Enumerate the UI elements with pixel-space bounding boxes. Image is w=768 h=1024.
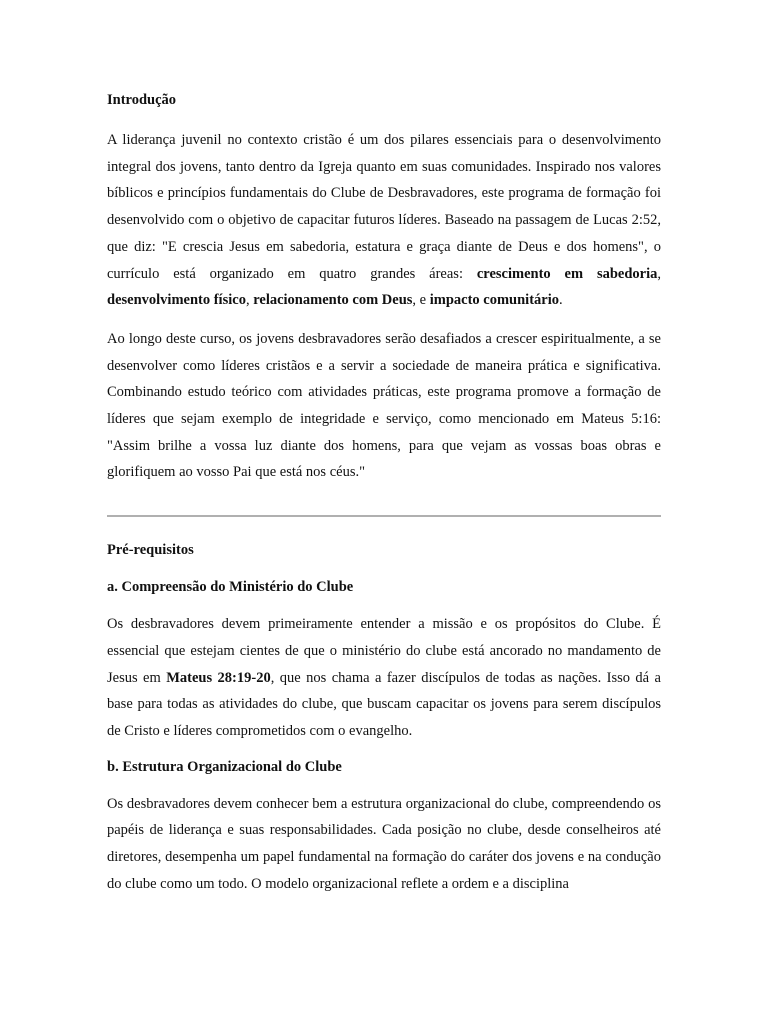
intro-paragraph-1	[107, 127, 661, 314]
body-text: , e	[412, 292, 430, 309]
emphasis-text: relacionamento com Deus	[253, 292, 413, 309]
body-text: , que nos chama a fazer discípulos de todas as nações. Isso dá a base para todas as atividades do clube, que buscam capacitar os jovens para serem discípulos de Cristo e líderes comprometidos com o evangelho.	[107, 669, 661, 739]
emphasis-text: impacto comunitário	[429, 292, 559, 309]
body-text: Os desbravadores devem primeiramente entender a missão e os propósitos do Clube. É essencial que estejam cientes de que o ministério do clube está ancorado no mandamento de Jesus em	[107, 616, 661, 686]
subsection-a-paragraph	[107, 611, 661, 745]
intro-heading: Introdução	[107, 92, 177, 108]
document-page	[107, 90, 661, 897]
subsection-b-paragraph: Os desbravadores devem conhecer bem a estrutura organizacional do clube, compreendendo os papéis de liderança e suas responsabilidades. Cada posição no clube, desde conselheiros até diretores, desempenha um papel fundamental na formação do caráter dos jovens e na condução do clube como um todo. O modelo organizacional reflete a ordem e a disciplina	[107, 795, 661, 892]
emphasis-text: crescimento em sabedoria	[476, 265, 658, 282]
body-text: ,	[245, 292, 254, 309]
subsection-a-heading: a. Compreensão do Ministério do Clube	[107, 579, 354, 596]
body-text: ,	[657, 265, 661, 282]
section-divider	[107, 515, 661, 517]
emphasis-text: desenvolvimento físico	[107, 292, 246, 309]
emphasis-text: Mateus 28:19-20	[166, 669, 271, 686]
body-text: A liderança juvenil no contexto cristão é um dos pilares essenciais para o desenvolvimento integral dos jovens, tanto dentro da Igreja quanto em suas comunidades. Inspirado nos valores bíblicos e princípios fundamentais do Clube de Desbravadores, este programa de formação foi desenvolvido com o objetivo de capacitar futuros líderes. Baseado na passagem de Lucas 2:52, que diz: "E crescia Jesus em sabedoria, estatura e graça diante de Deus e dos homens", o currículo está organizado em quatro grandes áreas:	[107, 132, 661, 282]
prerequisites-heading: Pré-requisitos	[107, 542, 194, 559]
body-text: .	[559, 292, 563, 309]
subsection-b-heading: b. Estrutura Organizacional do Clube	[107, 758, 342, 775]
intro-paragraph-2: Ao longo deste curso, os jovens desbravadores serão desafiados a crescer espiritualmente, a se desenvolver como líderes cristãos e a servir a sociedade de maneira prática e significativa. Combinando estudo teórico com atividades práticas, este programa promove a formação de líderes que sejam exemplo de integridade e serviço, como mencionado em Mateus 5:16: "Assim brilhe a vossa luz diante dos homens, para que vejam as vossas boas obras e glorifiquem ao vosso Pai que está nos céus."	[107, 330, 661, 481]
